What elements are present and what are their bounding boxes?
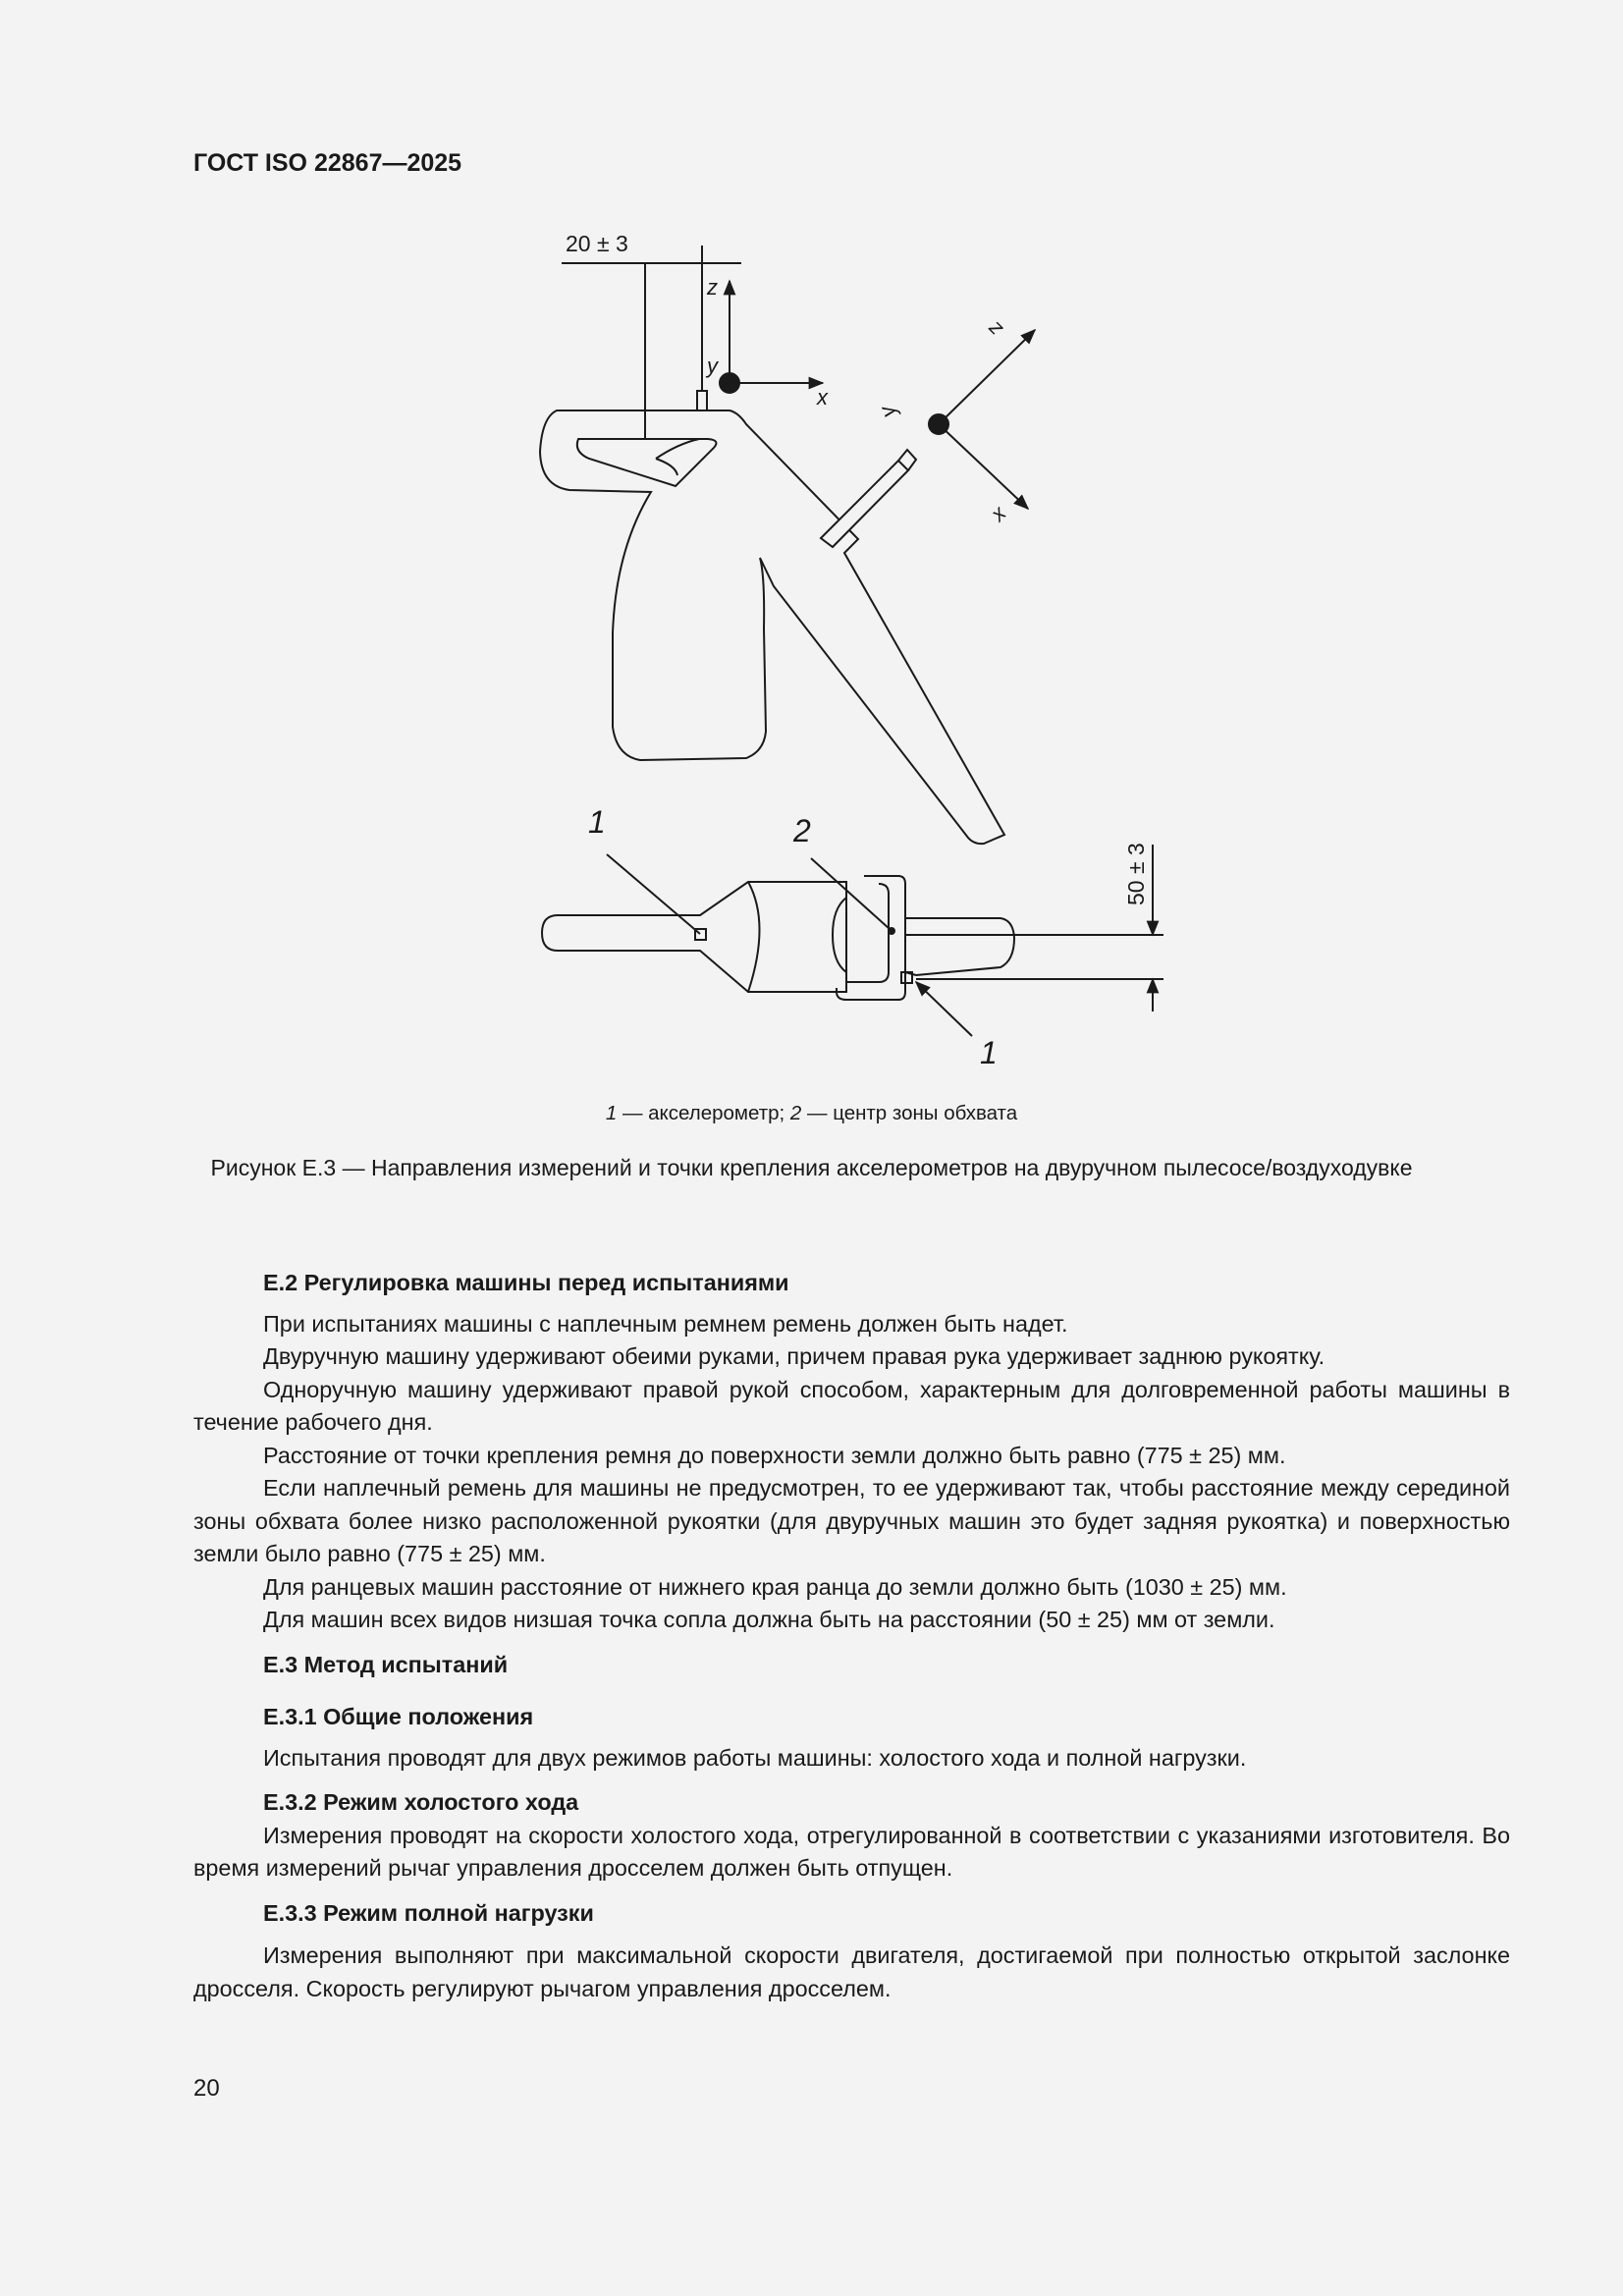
paragraph: Измерения проводят на скорости холостого хода, отрегулированной в соответствии с указаниями изготовителя. Во время измерений рычаг управления дросселем должен быть отпущен.	[193, 1822, 1510, 1881]
heading-e33: Е.3.3 Режим полной нагрузки	[263, 1899, 594, 1926]
page-number: 20	[193, 2075, 220, 2102]
paragraph: Для машин всех видов низшая точка сопла должна быть на расстоянии (50 ± 25) мм от земли.	[263, 1607, 1275, 1632]
paragraph: Расстояние от точки крепления ремня до поверхности земли должно быть равно (775 ± 25) мм.	[263, 1442, 1286, 1468]
legend-num-2: 2	[789, 1102, 802, 1124]
axis-z2-label: z	[982, 316, 1007, 343]
axis-z-label: z	[707, 275, 718, 300]
figure-e3-drawing	[0, 0, 1623, 1120]
paragraph: Испытания проводят для двух режимов работы машины: холостого хода и полной нагрузки.	[263, 1744, 1247, 1771]
callout-1-bottom: 1	[980, 1035, 998, 1070]
paragraph: Если наплечный ремень для машины не предусмотрен, то ее удерживают так, чтобы расстояние между серединой зоны обхвата более низко расположенной рукоятки (для двуручных машин это будет задняя рукоятка) и поверхностью земли было равно (775 ± 25) мм.	[193, 1475, 1510, 1566]
paragraph: Двуручную машину удерживают обеими руками, причем правая рука удерживает заднюю рукоятку.	[263, 1343, 1325, 1369]
axis-x2-label: x	[985, 501, 1011, 526]
dim-side-label: 50 ± 3	[1123, 843, 1149, 905]
paragraph: Одноручную машину удерживают правой рукой способом, характерным для долговременной работы машины в течение рабочего дня.	[193, 1376, 1510, 1435]
figure-caption: Рисунок Е.3 — Направления измерений и точки крепления акселерометров на двуручном пылесосе/воздуходувке	[210, 1155, 1413, 1180]
legend-text-2: — центр зоны обхвата	[801, 1102, 1018, 1124]
figure-legend	[0, 1102, 1623, 1125]
axis-y-label: y	[707, 354, 718, 378]
heading-e2: Е.2 Регулировка машины перед испытаниями	[263, 1270, 789, 1295]
top-accelerometer	[697, 391, 707, 410]
paragraph: Измерения выполняют при максимальной скорости двигателя, достигаемой при полностью открытой заслонке дросселя. Скорость регулируют рычагом управления дросселем.	[193, 1942, 1510, 2001]
handle-side-view	[540, 410, 1004, 844]
coordinate-system-1	[720, 281, 823, 393]
body-text	[193, 1267, 1510, 2005]
axis-x-label: x	[817, 385, 828, 410]
legend-text-1: — акселерометр;	[617, 1102, 790, 1124]
axis-y2-label: y	[874, 402, 901, 421]
handle-top-view	[542, 876, 1014, 1000]
side-accelerometer	[821, 450, 916, 547]
callout-1-top: 1	[588, 804, 606, 840]
document-header: ГОСТ ISO 22867—2025	[193, 149, 462, 177]
heading-e32: Е.3.2 Режим холостого хода	[263, 1789, 579, 1815]
heading-e31: Е.3.1 Общие положения	[263, 1704, 534, 1729]
dim-top-label: 20 ± 3	[566, 231, 628, 256]
legend-num-1: 1	[605, 1102, 618, 1124]
coordinate-system-2	[929, 330, 1035, 509]
paragraph: Для ранцевых машин расстояние от нижнего края ранца до земли должно быть (1030 ± 25) мм.	[263, 1573, 1287, 1600]
paragraph: При испытаниях машины с наплечным ремнем ремень должен быть надет.	[263, 1310, 1068, 1337]
heading-e3: Е.3 Метод испытаний	[263, 1651, 509, 1677]
callout-2: 2	[793, 813, 811, 848]
